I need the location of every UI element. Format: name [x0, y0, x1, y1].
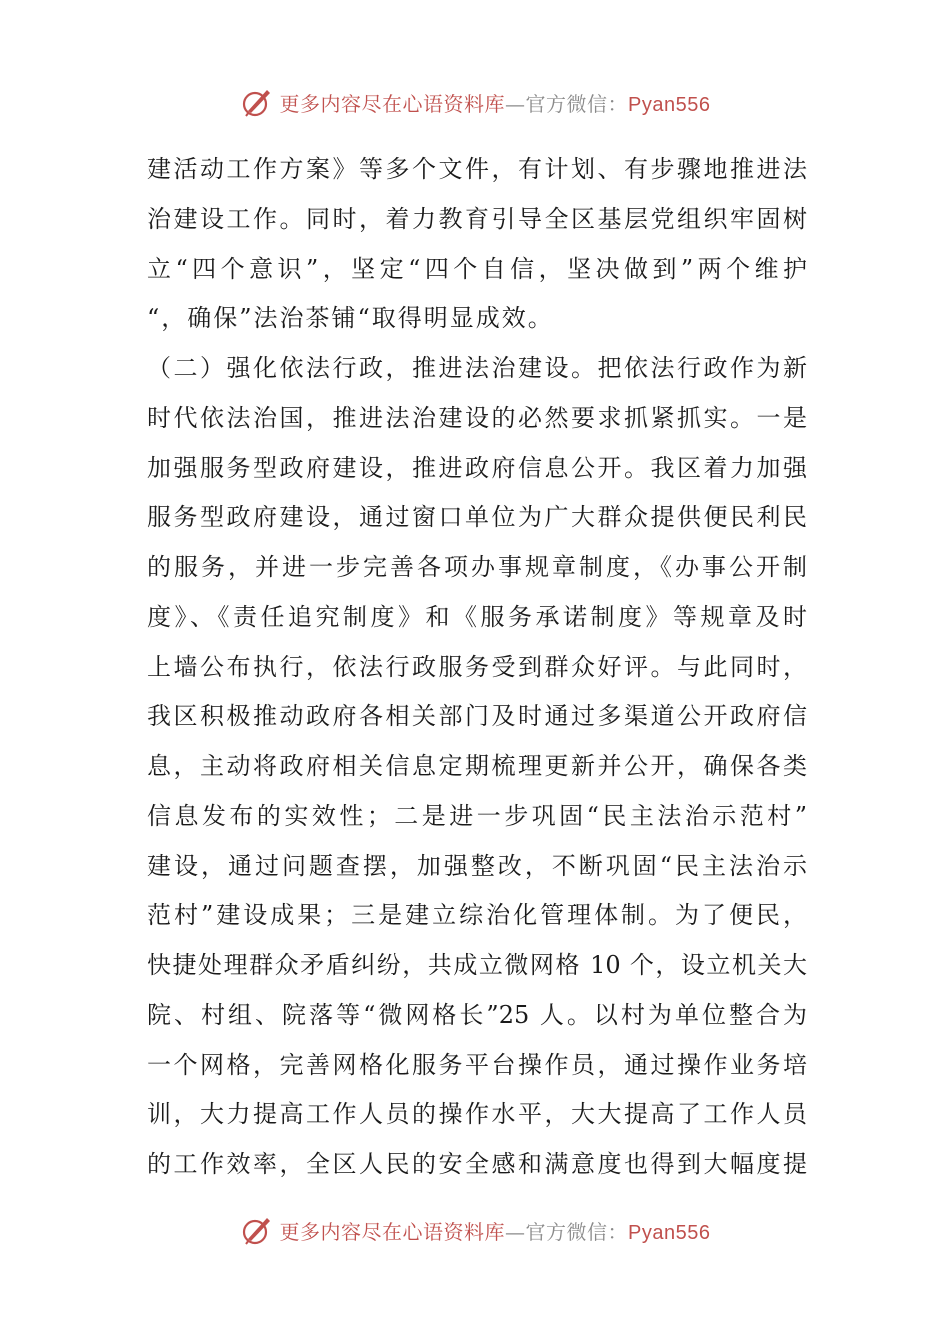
body-line: 范村”建设成果；三是建立综治化管理体制。为了便民， [147, 901, 807, 930]
header-watermark [0, 80, 950, 124]
body-line: 一个网格，完善网格化服务平台操作员，通过操作业务培 [147, 1050, 807, 1079]
quill-circle-logo-icon [240, 1213, 274, 1247]
body-line: 训，大力提高工作人员的操作水平，大大提高了工作人员 [147, 1100, 807, 1129]
body-line: 治建设工作。同时，着力教育引导全区基层党组织牢固树 [147, 204, 807, 233]
watermark-wechat-id: Pyan556 [628, 93, 711, 116]
body-line: 建设，通过问题查摆，加强整改，不断巩固“民主法治示 [147, 851, 807, 880]
footer-watermark [0, 1208, 950, 1252]
body-line: 快捷处理群众矛盾纠纷，共成立微网格 10 个，设立机关大 [147, 951, 807, 979]
body-line: （二）强化依法行政，推进法治建设。把依法行政作为新 [147, 354, 807, 382]
body-line: 加强服务型政府建设，推进政府信息公开。我区着力加强 [147, 453, 807, 482]
body-line: 息，主动将政府相关信息定期梳理更新并公开，确保各类 [147, 752, 807, 780]
quill-circle-logo-icon [240, 85, 274, 119]
body-line: “，确保”法治茶铺“取得明显成效。 [147, 304, 554, 333]
body-line: 立“四个意识”，坚定“四个自信，坚决做到”两个维护 [147, 254, 807, 283]
body-line: 上墙公布执行，依法行政服务受到群众好评。与此同时， [147, 652, 807, 681]
body-line: 服务型政府建设，通过窗口单位为广大群众提供便民利民 [147, 503, 807, 532]
watermark-site: 更多内容尽在心语资料库 [279, 1219, 506, 1244]
document-body [147, 145, 807, 1190]
body-line: 的工作效率，全区人民的安全感和满意度也得到大幅度提 [147, 1150, 807, 1178]
watermark-separator: — [505, 1219, 526, 1244]
watermark-separator: — [505, 91, 526, 116]
body-line: 信息发布的实效性；二是进一步巩固“民主法治示范村” [147, 801, 807, 830]
body-line: 我区积极推动政府各相关部门及时通过多渠道公开政府信 [147, 702, 807, 731]
body-line: 建活动工作方案》等多个文件，有计划、有步骤地推进法 [147, 155, 807, 183]
body-line: 时代依法治国，推进法治建设的必然要求抓紧抓实。一是 [147, 403, 807, 432]
watermark-wechat-label: 官方微信： [525, 91, 629, 116]
watermark-wechat-id: Pyan556 [628, 1221, 711, 1244]
watermark-site: 更多内容尽在心语资料库 [279, 91, 506, 116]
body-line: 的服务，并进一步完善各项办事规章制度，《办事公开制 [147, 553, 807, 581]
watermark-wechat-label: 官方微信： [525, 1219, 629, 1244]
body-line: 度》、《责任追究制度》和《服务承诺制度》等规章及时 [147, 602, 807, 631]
body-line: 院、村组、院落等“微网格长”25 人。以村为单位整合为 [147, 1000, 807, 1029]
